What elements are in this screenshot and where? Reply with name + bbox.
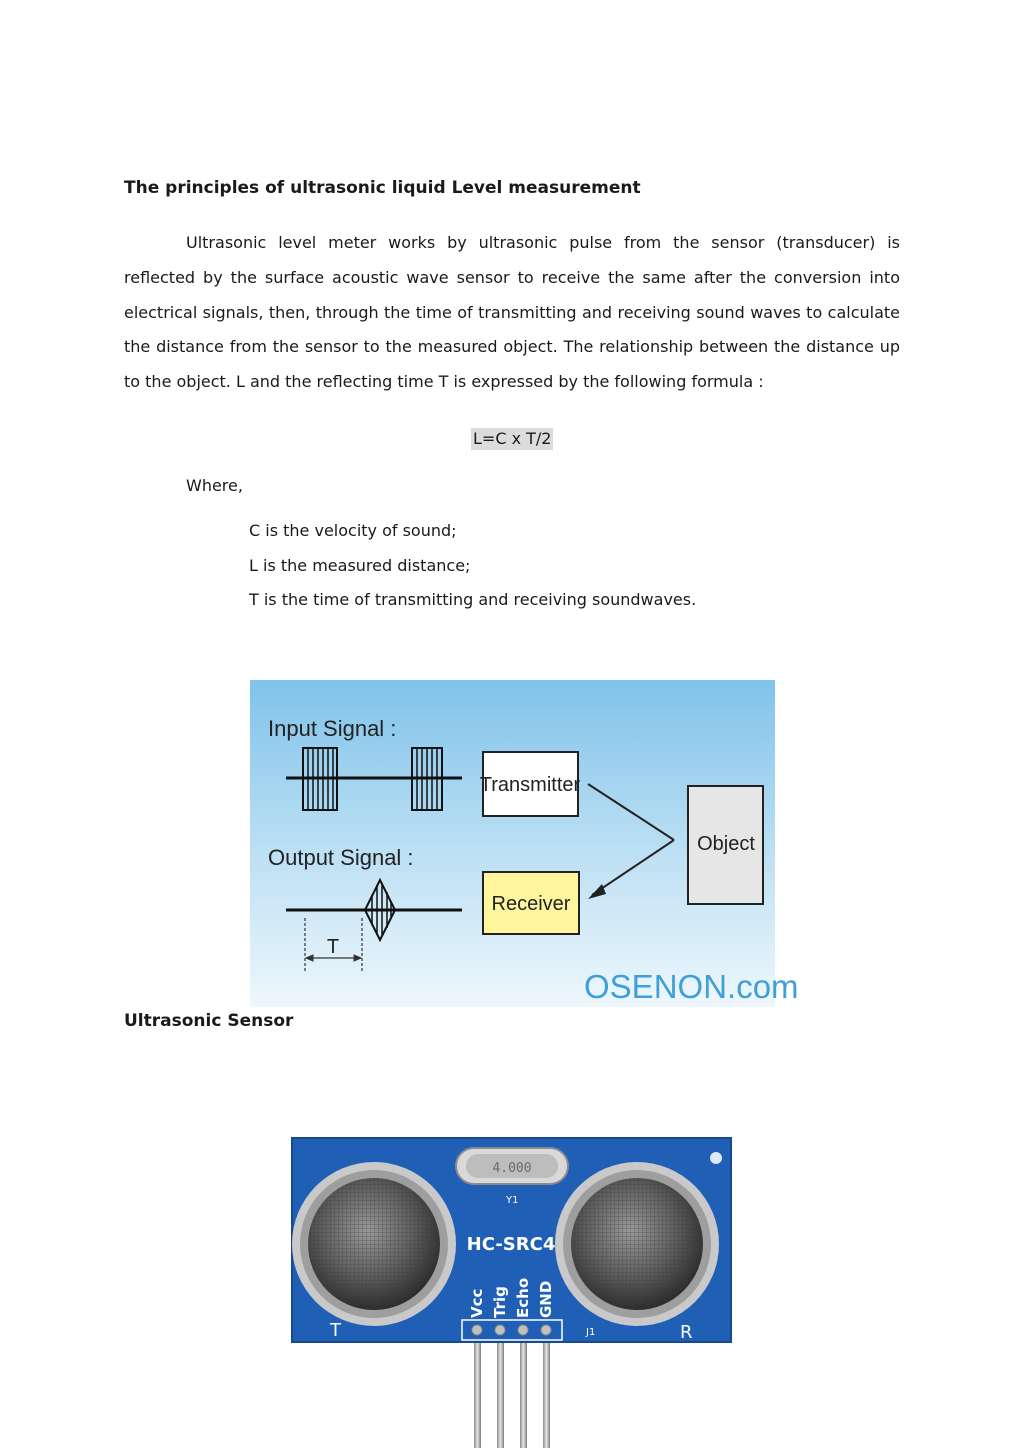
receiver-mark: R [680,1322,693,1343]
input-signal-label: Input Signal : [268,716,397,741]
receiver-label: Receiver [491,893,571,915]
svg-text:4.000: 4.000 [492,1161,532,1176]
mounting-hole [710,1152,722,1164]
definition-c: C is the velocity of sound; [249,521,457,540]
crystal-label: Y1 [506,1195,519,1206]
hc-sr04-sensor-photo [290,1136,733,1448]
sensor-svg [290,1136,733,1448]
definition-t: T is the time of transmitting and receiving soundwaves. [249,590,697,609]
crystal-oscillator [456,1148,568,1184]
section-heading-principles: The principles of ultrasonic liquid Level measurement [124,178,641,198]
osenon-watermark: OSENON.com [584,968,799,1005]
transmitter-mark: T [330,1320,341,1341]
section-heading-ultrasonic-sensor: Ultrasonic Sensor [124,1011,294,1031]
where-label: Where, [186,476,243,495]
pin-label-echo: Echo [514,1277,532,1318]
pin-label-trig: Trig [491,1286,509,1318]
definition-l: L is the measured distance; [249,556,471,575]
connector-label: J1 [586,1327,596,1338]
input-pulse-2 [412,748,442,810]
pin-label-gnd: GND [537,1280,555,1318]
object-label: Object [697,833,755,855]
header-pins [474,1336,550,1448]
output-signal-label: Output Signal : [268,845,414,870]
model-label: HC-SRC4 [466,1234,556,1255]
diagram-svg [250,680,799,1007]
time-label: T [326,936,340,958]
pin-label-vcc: Vcc [468,1288,486,1318]
transmitter-label: Transmitter [479,774,581,796]
principles-paragraph: Ultrasonic level meter works by ultrasonic pulse from the sensor (transducer) is reflected by the surface acoustic wave sensor to receive the same after the conversion into electrical signals, then, through the time of transmitting and receiving sound waves to calculate the distance from the sensor to the measured object. The relationship between the distance up to the object. L and the reflecting time T is expressed by the following formula : [124,233,900,392]
receiver-transducer [555,1162,719,1326]
formula: L=C x T/2 [473,429,552,448]
transmitter-transducer [292,1162,456,1326]
ultrasonic-principle-diagram [250,680,799,1007]
